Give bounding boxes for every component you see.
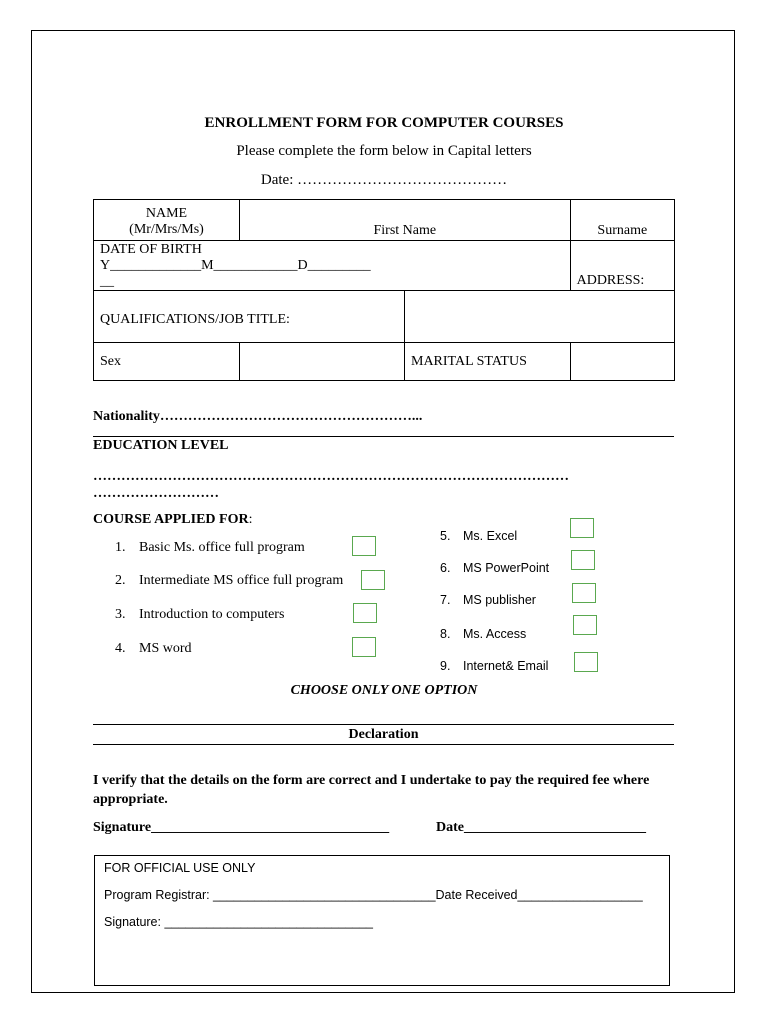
course-checkbox-7[interactable] [572, 583, 596, 603]
name-label: NAME [145, 206, 188, 221]
course-number: 3. [115, 607, 126, 622]
dob-cell[interactable] [94, 241, 571, 291]
course-number: 7. [440, 593, 451, 607]
marital-status-label: MARITAL STATUS [411, 353, 527, 369]
course-label: Ms. Excel [463, 529, 518, 543]
first-name-label: First Name [373, 223, 437, 238]
personal-info-table [93, 199, 675, 381]
marital-status-cell [405, 343, 571, 381]
course-option-1 [115, 540, 305, 556]
course-number: 5. [440, 529, 451, 543]
first-name-cell[interactable] [240, 200, 571, 241]
course-label: Internet& Email [463, 659, 549, 673]
course-heading [93, 512, 252, 528]
course-label: MS word [139, 641, 192, 656]
course-option-3 [115, 607, 284, 623]
date-field[interactable]: Date: …………………………………… [260, 172, 508, 188]
course-label: MS publisher [463, 593, 536, 607]
course-option-2 [115, 573, 343, 589]
dob-label: DATE OF BIRTH [100, 242, 202, 257]
marital-status-input-cell[interactable] [570, 343, 674, 381]
course-option-4 [115, 641, 192, 657]
course-number: 8. [440, 627, 451, 641]
declaration-text: I verify that the details on the form are correct and I undertake to pay the required fee where appropriate. [93, 773, 650, 807]
course-label: Introduction to computers [139, 607, 285, 622]
qualifications-label: QUALIFICATIONS/JOB TITLE: [100, 311, 290, 327]
official-use-heading: FOR OFFICIAL USE ONLY [104, 861, 256, 875]
declaration-heading: Declaration [348, 727, 419, 742]
form-subtitle: Please complete the form below in Capital letters [236, 143, 532, 159]
course-checkbox-1[interactable] [352, 536, 376, 556]
name-label-cell [94, 200, 240, 241]
course-checkbox-6[interactable] [571, 550, 595, 570]
sex-label: Sex [100, 353, 121, 369]
education-level-label: EDUCATION LEVEL [93, 438, 229, 453]
qualifications-cell [94, 291, 405, 343]
course-checkbox-4[interactable] [352, 637, 376, 657]
form-title: ENROLLMENT FORM FOR COMPUTER COURSES [204, 115, 564, 131]
course-label: Basic Ms. office full program [139, 540, 305, 555]
course-number: 2. [115, 573, 126, 588]
course-option-7 [440, 593, 536, 607]
signature-field[interactable]: Signature__________________________________ [93, 820, 390, 835]
course-heading-label: COURSE APPLIED FOR [93, 512, 249, 527]
course-number: 4. [115, 641, 126, 656]
course-option-5 [440, 529, 517, 543]
declaration-bottom-rule [93, 744, 674, 745]
choose-one-note: CHOOSE ONLY ONE OPTION [290, 683, 478, 698]
education-dots-line-1[interactable]: ………………………………………………………………………………………… [93, 469, 569, 484]
course-number: 6. [440, 561, 451, 575]
sex-cell [94, 343, 240, 381]
course-label: Intermediate MS office full program [139, 573, 344, 588]
course-checkbox-5[interactable] [570, 518, 594, 538]
address-cell[interactable] [570, 241, 674, 291]
course-number: 1. [115, 540, 126, 555]
course-option-6 [440, 561, 549, 575]
declaration-date-field[interactable]: Date__________________________ [436, 820, 646, 835]
registrar-field[interactable]: Program Registrar: ________________________________Date Received__________________ [104, 888, 643, 902]
official-use-box [94, 855, 670, 986]
course-number: 9. [440, 659, 451, 673]
address-label: ADDRESS: [576, 273, 645, 288]
course-checkbox-9[interactable] [574, 652, 598, 672]
nationality-field[interactable]: Nationality………………………………………………... [93, 409, 423, 424]
dob-line: Y_____________M____________D_________ [100, 258, 371, 273]
divider-line [93, 436, 674, 437]
course-label: Ms. Access [463, 627, 527, 641]
course-option-9 [440, 659, 548, 673]
course-option-8 [440, 627, 526, 641]
education-dots-line-2[interactable]: ……………………… [93, 486, 219, 501]
course-checkbox-8[interactable] [573, 615, 597, 635]
declaration-top-rule [93, 724, 674, 725]
course-heading-colon: : [248, 512, 253, 527]
qualifications-input-cell[interactable] [405, 291, 675, 343]
sex-input-cell[interactable] [240, 343, 405, 381]
official-signature-field[interactable]: Signature: ______________________________ [104, 915, 374, 929]
course-checkbox-2[interactable] [361, 570, 385, 590]
course-label: MS PowerPoint [463, 561, 550, 575]
name-titles: (Mr/Mrs/Ms) [129, 222, 204, 237]
surname-label: Surname [597, 223, 648, 238]
dob-line-continued: __ [100, 274, 114, 289]
course-checkbox-3[interactable] [353, 603, 377, 623]
surname-cell[interactable] [570, 200, 674, 241]
